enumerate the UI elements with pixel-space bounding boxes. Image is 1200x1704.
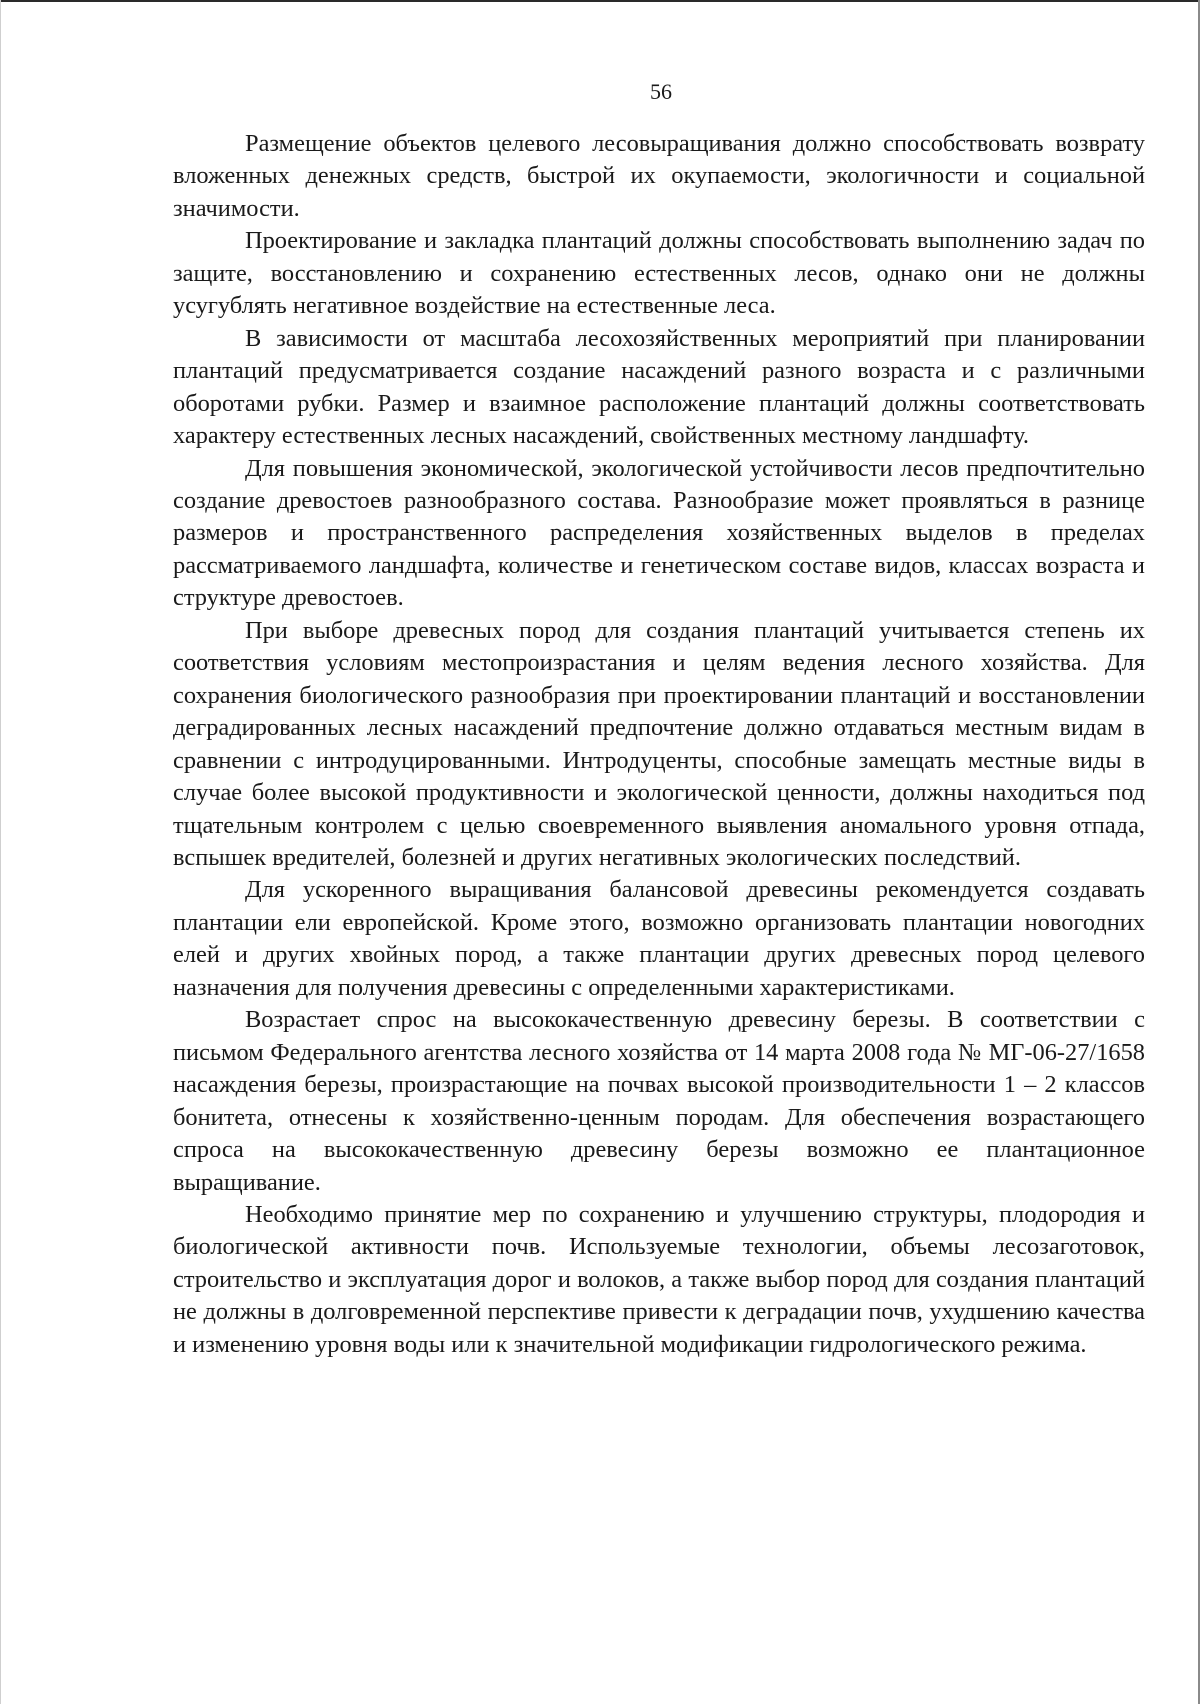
page-top-edge <box>0 0 1200 2</box>
page-number: 56 <box>650 79 672 104</box>
paragraph-placement-objectives: Размещение объектов целевого лесовыращивания должно способствовать возврату вложенных денежных средств, быстрой их окупаемости, экологичности и социальной значимости. <box>173 130 1145 222</box>
paragraph-soil-protection: Необходимо принятие мер по сохранению и улучшению структуры, плодородия и биологической активности почв. Используемые технологии, объемы лесозаготовок, строительство и эксплуатация дорог и волоков, а также выбор пород для создания плантаций не должны в долговременной перспективе привести к деградации почв, ухудшению качества и изменению уровня воды или к значительной модификации гидрологического режима. <box>173 1200 1145 1358</box>
paragraph-plantation-design: Проектирование и закладка плантаций должны способствовать выполнению задач по защите, восстановлению и сохранению естественных лесов, однако они не должны усугублять негативное воздействие на естественные леса. <box>173 227 1145 320</box>
paragraph-accelerated-growing: Для ускоренного выращивания балансовой древесины рекомендуется создавать плантации ели европейской. Кроме этого, возможно организовать плантации новогодних елей и других хвойных пород, а также плантации других древесных пород целевого назначения для получения древесины с определенными характеристиками. <box>173 876 1145 1001</box>
paragraph-stand-diversity: Для повышения экономической, экологической устойчивости лесов предпочтительно создание древостоев разнообразного состава. Разнообразие может проявляться в разнице размеров и пространственного распределения хозяйственных выделов в пределах рассматриваемого ландшафта, количестве и генетическом составе видов, классах возраста и структуре древостоев. <box>173 454 1145 612</box>
page-left-edge <box>0 0 1 1704</box>
paragraph-species-selection: При выборе древесных пород для создания плантаций учитывается степень их соответствия условиям местопроизрастания и целям ведения лесного хозяйства. Для сохранения биологического разнообразия при проектировании плантаций и восстановлении деградированных лесных насаждений предпочтение должно отдаваться местным видам в сравнении с интродуцированными. Интродуценты, способные замещать местные виды в случае более высокой продуктивности и экологической ценности, должны находиться под тщательным контролем с целью своевременного выявления аномального уровня отпада, вспышек вредителей, болезней и других негативных экологических последствий. <box>173 616 1145 871</box>
document-body <box>173 128 1145 1361</box>
paragraph-birch-demand: Возрастает спрос на высококачественную древесину березы. В соответствии с письмом Федерального агентства лесного хозяйства от 14 марта 2008 года № МГ-06-27/1658 насаждения березы, произрастающие на почвах высокой производительности 1 – 2 классов бонитета, отнесены к хозяйственно-ценным породам. Для обеспечения возрастающего спроса на высококачественную древесину березы возможно ее плантационное выращивание. <box>173 1006 1145 1196</box>
paragraph-scale-of-activities: В зависимости от масштаба лесохозяйственных мероприятий при планировании плантаций предусматривается создание насаждений разного возраста и с различными оборотами рубки. Размер и взаимное расположение плантаций должны соответствовать характеру естественных лесных насаждений, свойственных местному ландшафту. <box>173 324 1145 450</box>
